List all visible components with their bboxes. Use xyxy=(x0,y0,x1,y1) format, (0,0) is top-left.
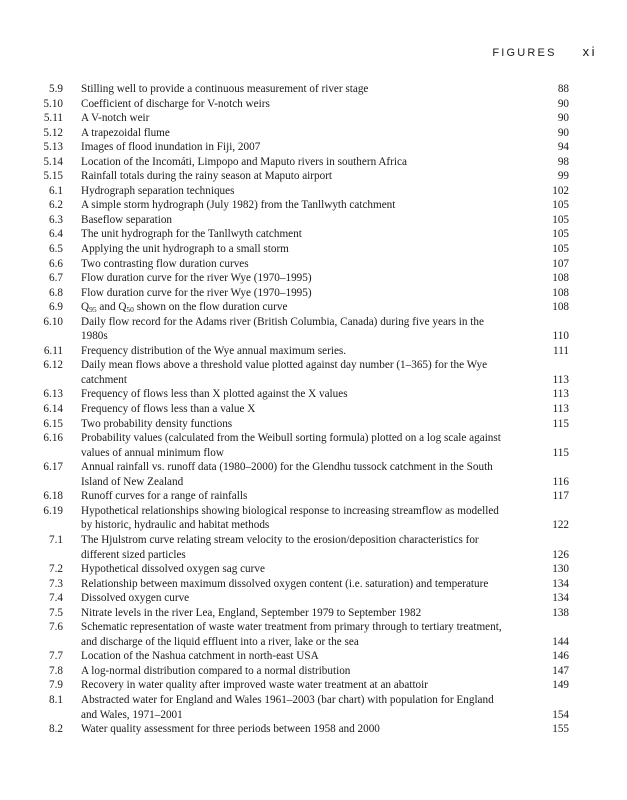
figure-title: A simple storm hydrograph (July 1982) from the Tanllwyth catchment xyxy=(81,199,396,212)
figure-page: 108 xyxy=(552,272,569,285)
figure-page: 134 xyxy=(552,592,569,605)
figure-page: 117 xyxy=(552,490,569,503)
figure-title: Flow duration curve for the river Wye (1970–1995) xyxy=(81,272,312,285)
figure-number: 7.6 xyxy=(49,621,63,634)
figure-title: Probability values (calculated from the Weibull sorting formula) plotted on a log scale against values of annual minimum flow xyxy=(81,432,501,459)
figure-entry xyxy=(0,184,627,199)
figure-number: 6.11 xyxy=(43,344,63,357)
figure-entry xyxy=(0,591,627,606)
figure-entry xyxy=(0,533,627,562)
figure-entry xyxy=(0,693,627,722)
figure-entry xyxy=(0,577,627,592)
figure-page: 122 xyxy=(552,519,569,532)
figure-number: 6.17 xyxy=(43,461,63,474)
figure-entry xyxy=(0,315,627,344)
figure-number: 6.12 xyxy=(43,359,63,372)
figure-number: 7.5 xyxy=(49,606,63,619)
figure-title: Flow duration curve for the river Wye (1970–1995) xyxy=(81,286,312,299)
figure-entry xyxy=(0,198,627,213)
figure-title: Two contrasting flow duration curves xyxy=(81,257,249,270)
figure-entry xyxy=(0,227,627,242)
figure-title: Relationship between maximum dissolved oxygen content (i.e. saturation) and temperature xyxy=(81,577,489,590)
figure-page: 108 xyxy=(552,286,569,299)
figure-number: 6.16 xyxy=(43,432,63,445)
title-fragment: Q xyxy=(81,301,90,314)
figure-page: 115 xyxy=(552,446,569,459)
figure-entry xyxy=(0,678,627,693)
figure-page: 108 xyxy=(552,301,569,314)
figure-number: 5.13 xyxy=(43,141,63,154)
figure-page: 105 xyxy=(552,243,569,256)
figure-number: 6.1 xyxy=(49,184,63,197)
figure-page: 146 xyxy=(552,650,569,663)
figure-number: 6.14 xyxy=(43,403,63,416)
figure-entry xyxy=(0,155,627,170)
figure-title: Frequency of flows less than a value X xyxy=(81,403,256,416)
figure-page: 155 xyxy=(552,723,569,736)
figure-title: A trapezoidal flume xyxy=(81,126,170,139)
figure-number: 5.11 xyxy=(43,112,63,125)
figure-number: 6.7 xyxy=(49,272,63,285)
figure-entry xyxy=(0,562,627,577)
figure-page: 94 xyxy=(557,141,569,154)
figure-number: 5.12 xyxy=(43,126,63,139)
figure-number: 6.8 xyxy=(49,286,63,299)
figure-number: 5.15 xyxy=(43,170,63,183)
figure-entry xyxy=(0,460,627,489)
figure-number: 6.6 xyxy=(49,257,63,270)
figure-number: 7.1 xyxy=(49,533,63,546)
figure-entry xyxy=(0,257,627,272)
figure-title: Coefficient of discharge for V-notch weirs xyxy=(81,97,270,110)
figure-number: 6.9 xyxy=(49,301,63,314)
figure-page: 90 xyxy=(557,112,569,125)
figure-page: 138 xyxy=(552,606,569,619)
figure-page: 90 xyxy=(557,97,569,110)
figure-title: Frequency distribution of the Wye annual maximum series. xyxy=(81,344,347,357)
figure-number: 6.5 xyxy=(49,243,63,256)
figure-title: Runoff curves for a range of rainfalls xyxy=(81,490,248,503)
figure-entry xyxy=(0,620,627,649)
figure-entry xyxy=(0,358,627,387)
figure-title: Recovery in water quality after improved waste water treatment at an abattoir xyxy=(81,679,428,692)
figure-number: 8.1 xyxy=(49,693,63,706)
figure-title xyxy=(81,300,503,315)
figure-title: Two probability density functions xyxy=(81,417,233,430)
figure-number: 5.9 xyxy=(49,83,63,95)
figure-page: 149 xyxy=(552,679,569,692)
figure-entry xyxy=(0,271,627,286)
subscript: 95 xyxy=(89,305,97,315)
figure-entry xyxy=(0,649,627,664)
section-title: FIGURES xyxy=(492,47,557,59)
figure-entry xyxy=(0,82,627,97)
figure-title: Hypothetical dissolved oxygen sag curve xyxy=(81,563,265,576)
figure-number: 7.8 xyxy=(49,664,63,677)
figure-number: 6.18 xyxy=(43,490,63,503)
figure-page: 105 xyxy=(552,213,569,226)
title-fragment: and Q xyxy=(96,301,127,314)
figure-page: 115 xyxy=(552,417,569,430)
figure-entry xyxy=(0,286,627,301)
figure-page: 113 xyxy=(552,373,569,386)
figure-page: 90 xyxy=(557,126,569,139)
figure-page: 113 xyxy=(552,388,569,401)
figure-entry xyxy=(0,97,627,112)
figure-page: 105 xyxy=(552,199,569,212)
figure-entry xyxy=(0,213,627,228)
figure-page: 88 xyxy=(557,83,569,95)
figure-entry xyxy=(0,344,627,359)
figure-entry xyxy=(0,300,627,315)
figure-entry xyxy=(0,140,627,155)
figure-title: Dissolved oxygen curve xyxy=(81,592,190,605)
figure-number: 6.10 xyxy=(43,315,63,328)
figure-entry xyxy=(0,387,627,402)
figure-entry xyxy=(0,431,627,460)
figure-title: Applying the unit hydrograph to a small storm xyxy=(81,243,289,256)
figure-page: 154 xyxy=(552,708,569,721)
figure-title: Stilling well to provide a continuous measurement of river stage xyxy=(81,83,369,95)
figure-entry xyxy=(0,126,627,141)
figure-number: 6.13 xyxy=(43,388,63,401)
figure-entry xyxy=(0,417,627,432)
figure-page: 134 xyxy=(552,577,569,590)
figure-list xyxy=(0,82,627,737)
figure-number: 6.19 xyxy=(43,504,63,517)
figure-entry xyxy=(0,242,627,257)
figure-page: 147 xyxy=(552,664,569,677)
figure-number: 7.3 xyxy=(49,577,63,590)
figure-page: 110 xyxy=(552,330,569,343)
title-fragment: shown on the flow duration curve xyxy=(133,301,288,314)
figure-title: The unit hydrograph for the Tanllwyth catchment xyxy=(81,228,302,241)
figure-entry xyxy=(0,504,627,533)
figure-title: Rainfall totals during the rainy season at Maputo airport xyxy=(81,170,333,183)
figure-title: Location of the Nashua catchment in north-east USA xyxy=(81,650,319,663)
figure-number: 5.10 xyxy=(43,97,63,110)
figure-entry xyxy=(0,402,627,417)
figure-number: 6.2 xyxy=(49,199,63,212)
figure-title: Water quality assessment for three periods between 1958 and 2000 xyxy=(81,723,380,736)
figure-page: 98 xyxy=(557,155,569,168)
figure-entry xyxy=(0,489,627,504)
figure-number: 8.2 xyxy=(49,723,63,736)
figure-entry xyxy=(0,664,627,679)
figure-title: A V-notch weir xyxy=(81,112,150,125)
figure-title: Schematic representation of waste water treatment from primary through to tertiary treatment, and discharge of the liquid effluent into a river, lake or the sea xyxy=(81,621,502,648)
figure-page: 144 xyxy=(552,635,569,648)
figure-page: 102 xyxy=(552,184,569,197)
figure-number: 6.15 xyxy=(43,417,63,430)
figure-number: 6.4 xyxy=(49,228,63,241)
figure-number: 5.14 xyxy=(43,155,63,168)
figure-page: 105 xyxy=(552,228,569,241)
figure-title: Abstracted water for England and Wales 1961–2003 (bar chart) with population for England and Wales, 1971–2001 xyxy=(81,693,494,721)
figure-page: 113 xyxy=(552,403,569,416)
figure-title: Daily mean flows above a threshold value plotted against day number (1–365) for the Wye catchment xyxy=(81,359,488,386)
figure-page: 107 xyxy=(552,257,569,270)
figure-page: 116 xyxy=(552,475,569,488)
figure-number: 6.3 xyxy=(49,213,63,226)
figure-page: 99 xyxy=(557,170,569,183)
figure-title: Nitrate levels in the river Lea, England, September 1979 to September 1982 xyxy=(81,606,422,619)
figure-entry xyxy=(0,606,627,621)
figure-entry xyxy=(0,169,627,184)
figure-title: Location of the Incomáti, Limpopo and Maputo rivers in southern Africa xyxy=(81,155,407,168)
figure-number: 7.2 xyxy=(49,563,63,576)
figure-number: 7.4 xyxy=(49,592,63,605)
figure-title: The Hjulstrom curve relating stream velocity to the erosion/deposition characteristics for different sized particles xyxy=(81,533,479,561)
figure-title: Hydrograph separation techniques xyxy=(81,184,235,197)
page-number: xi xyxy=(582,44,597,59)
figure-page: 111 xyxy=(553,344,569,357)
figure-entry xyxy=(0,111,627,126)
figure-number: 7.7 xyxy=(49,650,63,663)
figure-title: Images of flood inundation in Fiji, 2007 xyxy=(81,141,261,154)
figure-page: 130 xyxy=(552,563,569,576)
figure-number: 7.9 xyxy=(49,679,63,692)
subscript: 50 xyxy=(126,305,134,315)
figure-title: Frequency of flows less than X plotted against the X values xyxy=(81,388,348,401)
figure-title: Baseflow separation xyxy=(81,213,173,226)
figure-title: Annual rainfall vs. runoff data (1980–2000) for the Glendhu tussock catchment in the South Island of New Zealand xyxy=(81,461,493,488)
figure-page: 126 xyxy=(552,548,569,561)
figure-title: Hypothetical relationships showing biological response to increasing streamflow as modelled by historic, hydraulic and habitat methods xyxy=(81,504,499,532)
figure-entry xyxy=(0,722,627,737)
running-header xyxy=(492,44,597,59)
figure-title: A log-normal distribution compared to a normal distribution xyxy=(81,664,351,677)
figure-title: Daily flow record for the Adams river (British Columbia, Canada) during five years in the 1980s xyxy=(81,315,484,343)
